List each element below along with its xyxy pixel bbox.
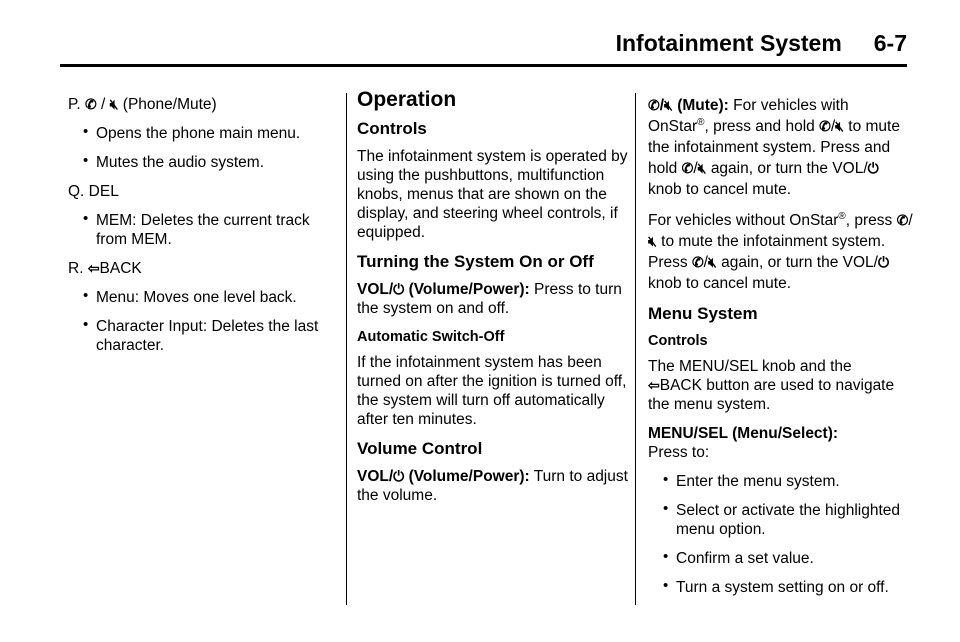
column-1 [68,80,328,365]
bullet-toggle-setting: • Turn a system setting on or off. [648,578,913,597]
controls-text: The infotainment system is operated by using the pushbuttons, multifunction knobs, menus that are shown on the display, and steering wheel controls, if equipped. [357,148,628,241]
controls-heading: Controls [357,119,427,138]
column-3 [648,80,913,607]
menu-controls-text: The MENU/SEL knob and the ⇦BACK button are used to navigate the menu system. [648,358,895,413]
menu-controls-heading: Controls [648,333,708,349]
operation-heading: Operation [357,88,457,111]
volume-control-heading: Volume Control [357,439,483,458]
no-onstar-para: For vehicles without OnStar®, press ✆/🔇︎ to mute the infotainment system. Press ✆/🔇︎ again, or turn the VOL/⏻ knob to cancel mute. [648,210,913,292]
bullet-select-option: • Select or activate the highlighted menu option. [648,501,913,539]
bullet-enter-menu: • Enter the menu system. [648,472,913,491]
bullet-confirm-value: • Confirm a set value. [648,549,913,568]
mute-icon: 🔇︎ [835,118,844,134]
bullet-mute-audio: • Mutes the audio system. [68,153,328,172]
bullet-mem-delete: • MEM: Deletes the current track from MEM. [68,211,328,249]
power-icon: ⏻ [393,468,405,484]
mute-icon: 🔇︎ [697,160,707,176]
mute-icon: 🔇︎ [648,233,657,249]
mute-icon: 🔇︎ [664,97,673,113]
phone-icon: ✆ [896,212,909,228]
bullet-menu-back: • Menu: Moves one level back. [68,288,328,307]
auto-switchoff-heading: Automatic Switch-Off [357,329,505,345]
page-title: Infotainment System 6-7 [615,30,907,56]
menusel-label: MENU/SEL (Menu/Select): [648,425,839,442]
column-2 [357,80,637,515]
mute-icon: 🔇︎ [707,254,717,270]
item-r: R. ⇦BACK [68,260,142,277]
phone-icon: ✆ [84,96,97,112]
power-icon: ⏻ [867,160,879,176]
item-p: P. ✆ / 🔇︎ (Phone/Mute) [68,96,217,113]
page-header [60,14,907,67]
phone-icon: ✆ [819,118,831,134]
mute-icon: 🔇︎ [109,96,119,112]
auto-switchoff-text: If the infotainment system has been turned on after the ignition is turned off, the system will turn off automatically after ten minutes. [357,354,627,428]
bullet-phone-menu: • Opens the phone main menu. [68,124,328,143]
back-icon: ⇦ [87,260,100,276]
volume-turn-para: VOL/⏻ (Volume/Power): Turn to adjust the volume. [357,468,628,504]
power-icon: ⏻ [877,254,890,270]
phone-icon: ✆ [691,254,704,270]
back-icon: ⇦ [648,377,660,393]
phone-icon: ✆ [648,97,660,113]
press-to: Press to: [648,444,710,461]
vol-power-para: VOL/⏻ (Volume/Power): Press to turn the system on and off. [357,281,622,317]
item-q: Q. DEL [68,183,119,200]
mute-para: ✆/🔇︎ (Mute): For vehicles with OnStar®, press and hold ✆/🔇︎ to mute the infotainment system. Press and hold ✆/🔇︎ again, or turn the VOL/⏻ knob to cancel mute. [648,97,900,198]
column-divider-1 [346,93,347,605]
phone-icon: ✆ [681,160,694,176]
onoff-heading: Turning the System On or Off [357,252,594,271]
menu-system-heading: Menu System [648,304,758,323]
bullet-char-delete: • Character Input: Deletes the last character. [68,317,328,355]
power-icon: ⏻ [393,281,405,297]
